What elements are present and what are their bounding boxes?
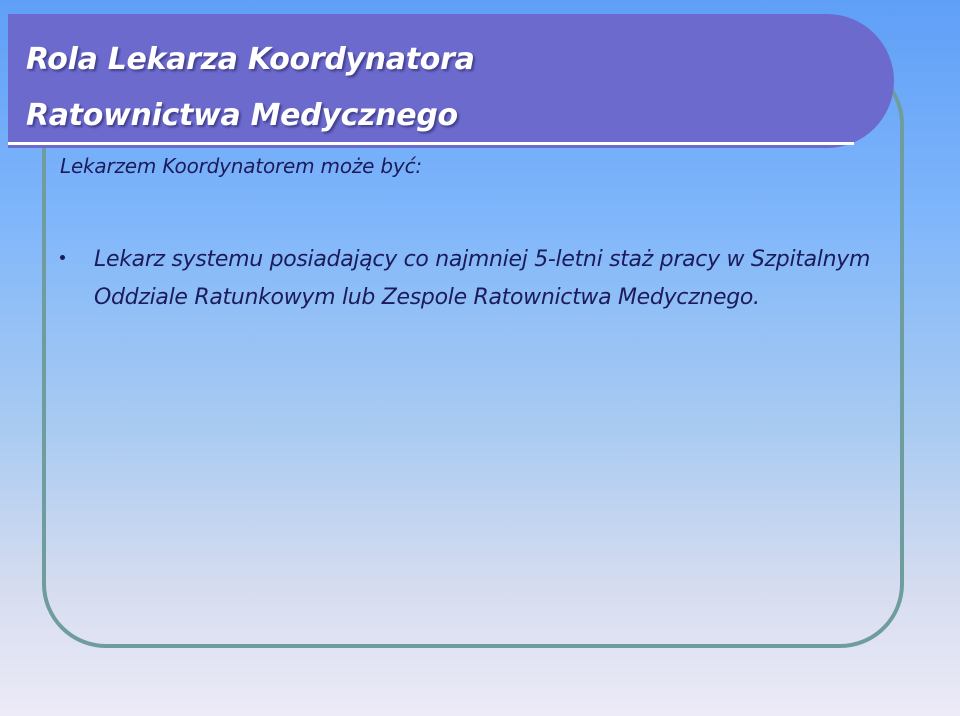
slide-title-line-1: Rola Lekarza Koordynatora — [26, 42, 475, 77]
title-banner — [8, 14, 894, 148]
slide-title-line-2: Ratownictwa Medycznego — [26, 98, 458, 133]
bullet-dot-icon — [60, 255, 65, 260]
bullet-item — [60, 241, 880, 317]
bullet-list — [60, 241, 880, 317]
slide-subtitle: Lekarzem Koordynatorem może być: — [60, 154, 422, 178]
title-underline — [8, 142, 854, 145]
content-frame — [42, 60, 904, 648]
bullet-text: Lekarz systemu posiadający co najmniej 5-letni staż pracy w Szpitalnym Oddziale Ratunkowym lub Zespole Ratownictwa Medycznego. — [94, 247, 871, 310]
